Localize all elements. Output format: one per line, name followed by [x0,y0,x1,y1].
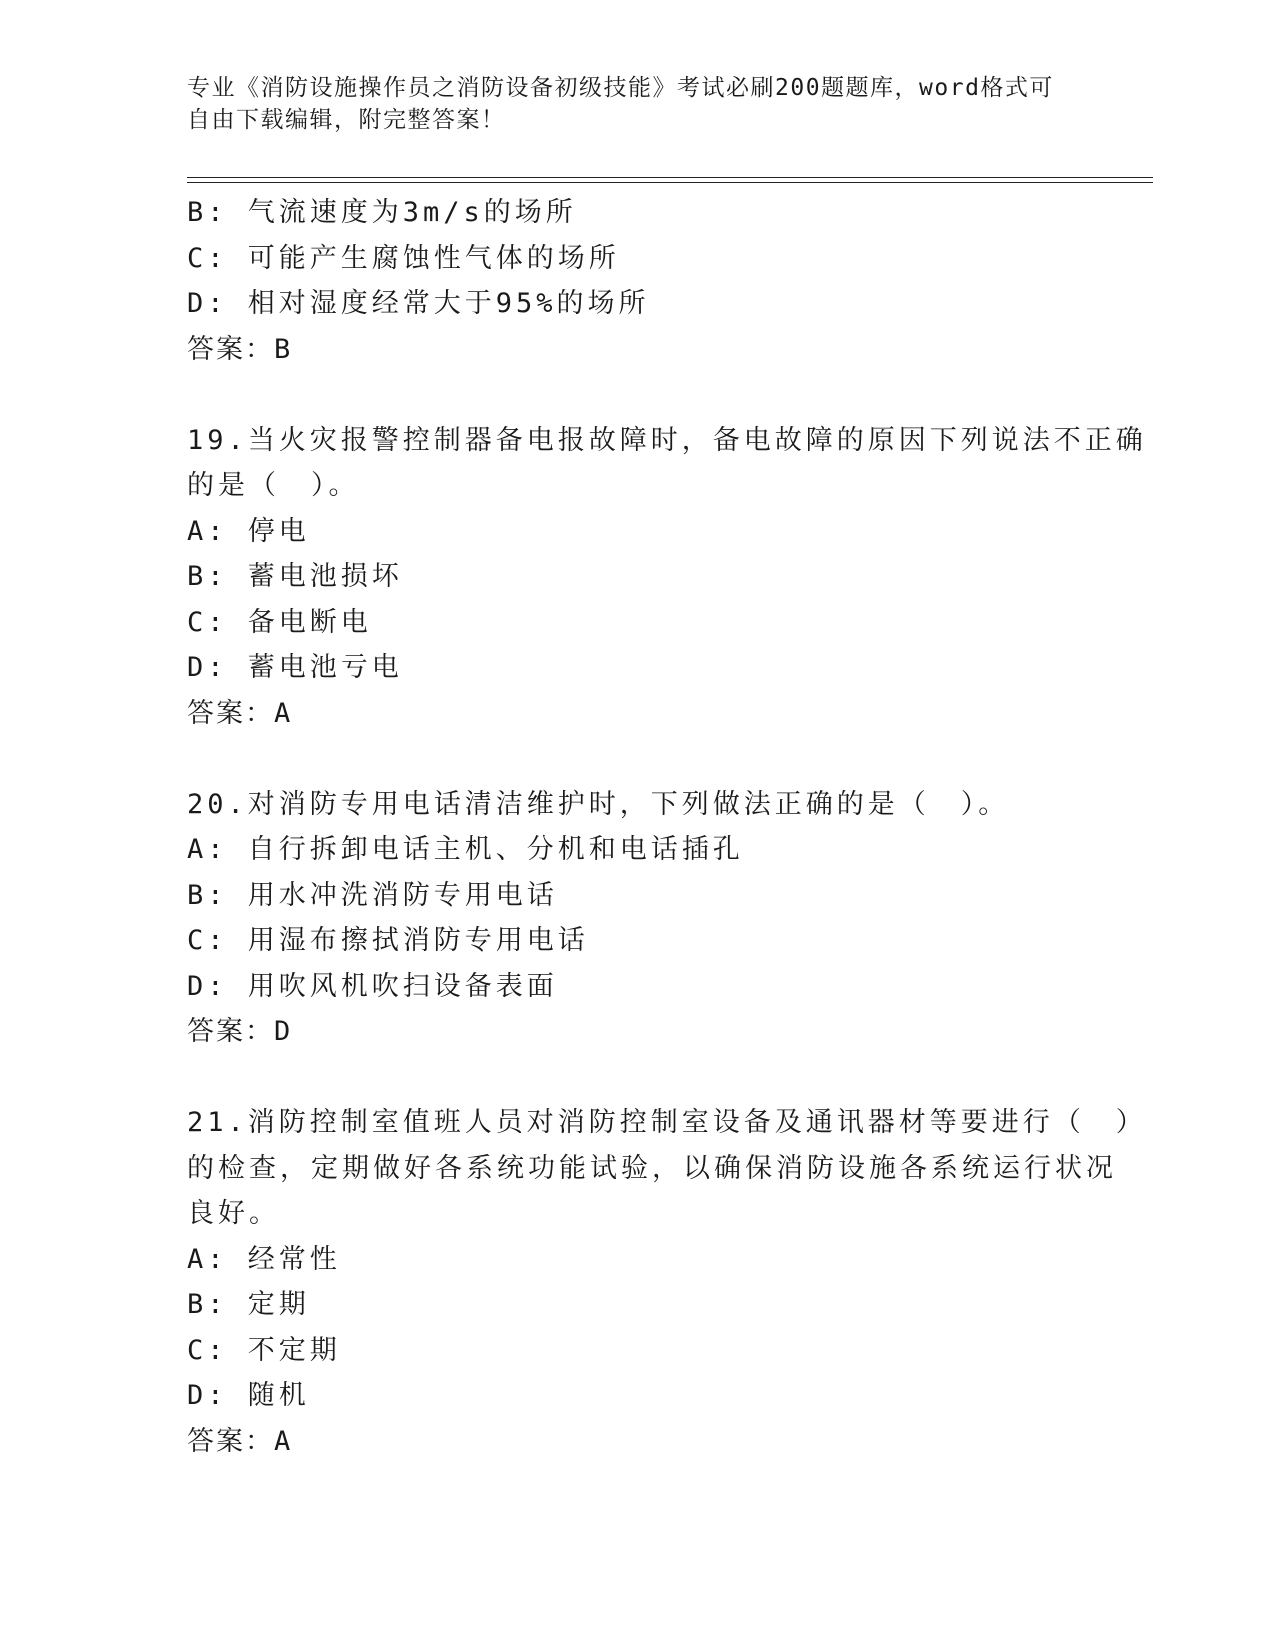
question-stem-line-1: 21.消防控制室值班人员对消防控制室设备及通讯器材等要进行（ ） [187,1107,1147,1138]
answer: 答案：A [187,1425,293,1457]
header-line-1: 专业《消防设施操作员之消防设备初级技能》考试必刷200题题库，word格式可 [187,75,1054,101]
option-c: C: 用湿布擦拭消防专用电话 [187,925,589,956]
option-c: C: 不定期 [187,1334,341,1366]
question-stem-line-3: 良好。 [187,1198,280,1229]
question-stem-line-1: 20.对消防专用电话清洁维护时，下列做法正确的是（ ）。 [187,788,1010,820]
header-divider-bottom [187,182,1153,183]
answer: 答案：D [187,1016,293,1047]
option-d: D: 用吹风机吹扫设备表面 [187,970,558,1002]
document-header [187,72,1087,136]
answer: 答案：B [187,333,293,365]
option-a: A: 自行拆卸电话主机、分机和电话插孔 [187,834,744,865]
option-b: B: 气流速度为3m/s的场所 [187,197,577,228]
option-b: B: 用水冲洗消防专用电话 [187,879,558,911]
question-19 [187,418,1147,737]
answer: 答案：A [187,697,293,729]
option-a: A: 经常性 [187,1243,341,1275]
question-list [187,190,1147,1465]
question-stem-line-2: 的检查，定期做好各系统功能试验，以确保消防设施各系统运行状况 [187,1152,1117,1184]
spacer [187,1055,1087,1100]
header-divider-top [187,177,1153,178]
option-d: D: 相对湿度经常大于95%的场所 [187,288,650,319]
spacer [187,373,1087,418]
option-d: D: 蓄电池亏电 [187,652,403,683]
header-line-2: 自由下载编辑，附完整答案！ [187,107,506,133]
question-stem-line-2: 的是（ ）。 [187,470,360,501]
question-21 [187,1100,1147,1465]
question-18 [187,190,1087,373]
option-b: B: 定期 [187,1289,310,1320]
option-d: D: 随机 [187,1380,310,1411]
option-c: C: 可能产生腐蚀性气体的场所 [187,242,620,274]
option-a: A: 停电 [187,515,310,547]
option-c: C: 备电断电 [187,606,372,638]
spacer [187,737,1087,782]
question-20 [187,782,1087,1056]
option-b: B: 蓄电池损坏 [187,561,403,592]
question-stem-line-1: 19.当火灾报警控制器备电报故障时，备电故障的原因下列说法不正确 [187,424,1147,456]
